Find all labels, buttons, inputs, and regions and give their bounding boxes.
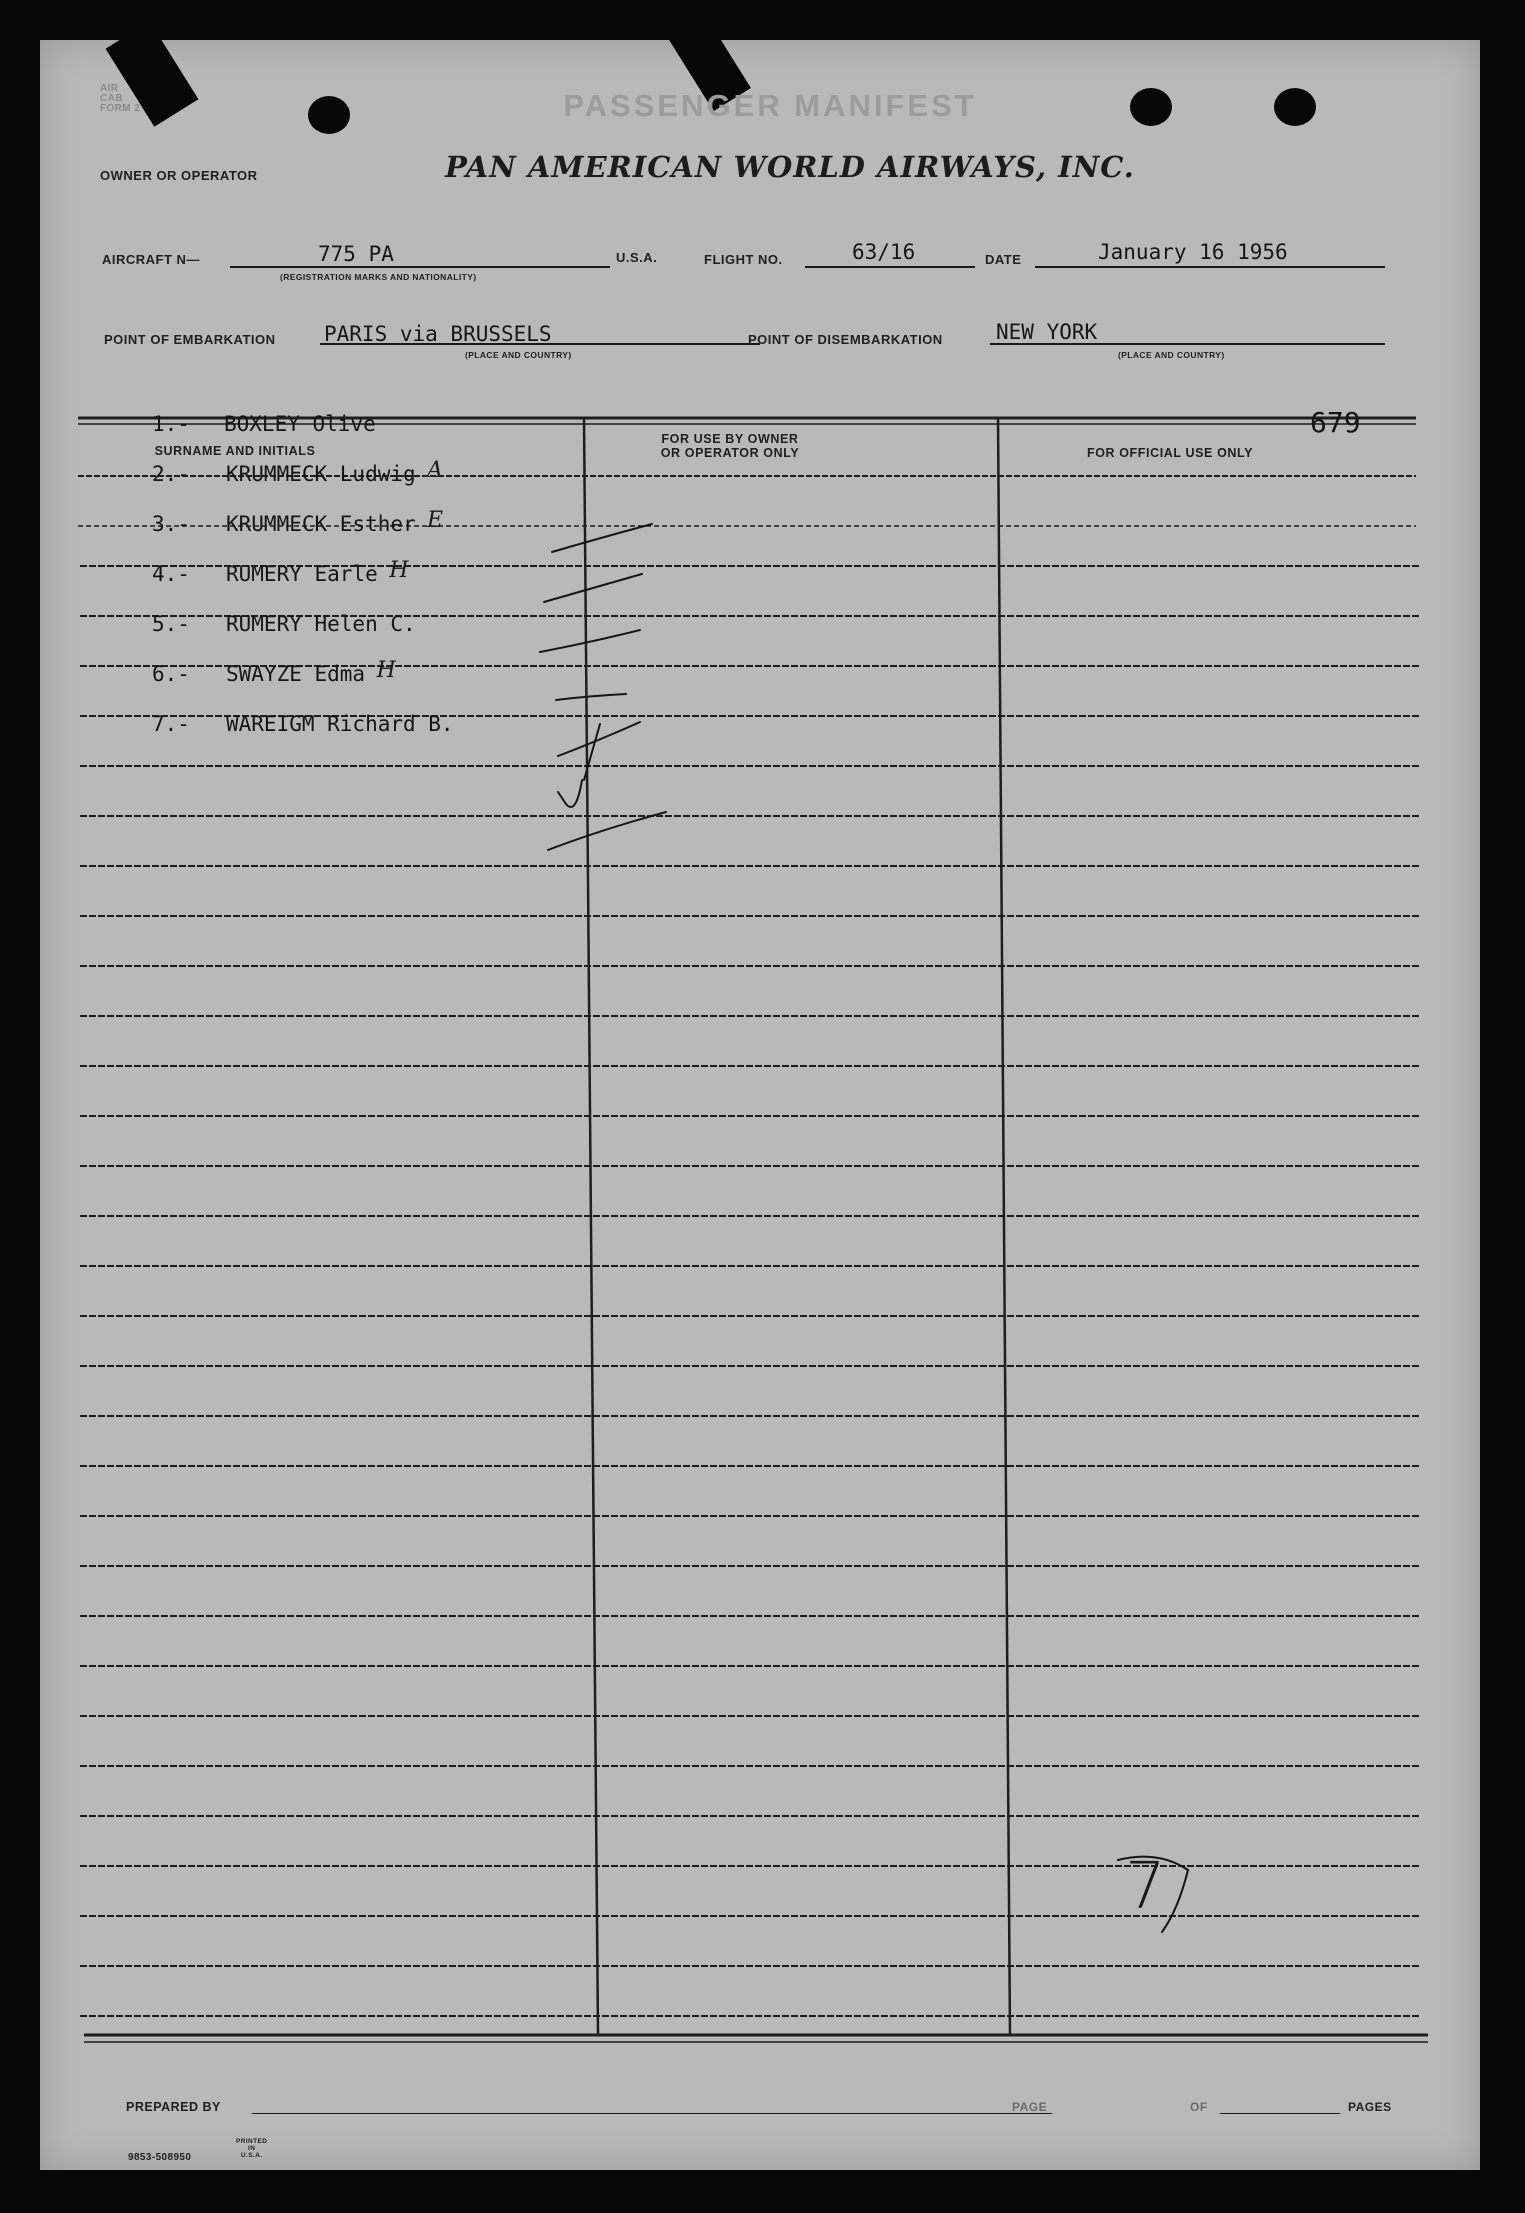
form-title: PASSENGER MANIFEST (563, 88, 977, 123)
official-number: 679 (1310, 406, 1361, 439)
check-mark (548, 812, 666, 850)
row-number: 4.- (152, 562, 190, 586)
initial-mark: A (427, 458, 443, 483)
passenger-name: KRUMMECK Esther (226, 512, 416, 536)
passenger-name: WAREIGM Richard B. (226, 712, 454, 736)
pages-label: PAGES (1348, 2100, 1392, 2114)
disembarkation-label: POINT OF DISEMBARKATION (748, 332, 943, 347)
embarkation-label: POINT OF EMBARKATION (104, 332, 276, 347)
form-code: 9853-508950 (128, 2152, 192, 2163)
total-mark: 7 (1125, 1850, 1166, 1924)
flight-label: FLIGHT NO. (704, 252, 783, 267)
table-row (40, 598, 1480, 648)
row-number: 1.- (152, 412, 190, 436)
passenger-name: SWAYZE Edma (226, 662, 366, 686)
owner-label: OWNER OR OPERATOR (100, 168, 258, 183)
row-number: 2.- (152, 462, 190, 486)
column-header-owner-use: FOR USE BY OWNER OR OPERATOR ONLY (660, 432, 800, 460)
table-row (40, 498, 1480, 548)
table-row (40, 548, 1480, 598)
disembarkation-value: NEW YORK (996, 320, 1098, 344)
aircraft-label: AIRCRAFT N— (102, 252, 200, 267)
prepared-by-label: PREPARED BY (126, 2100, 221, 2114)
disembarkation-caption: (PLACE AND COUNTRY) (1118, 350, 1225, 360)
initial-mark: E (427, 508, 444, 533)
page-label: PAGE (1012, 2100, 1048, 2114)
of-underline (1220, 2113, 1340, 2114)
embarkation-caption: (PLACE AND COUNTRY) (465, 350, 572, 360)
passenger-name: KRUMMECK Ludwig (226, 462, 416, 486)
date-value: January 16 1956 (1098, 240, 1288, 264)
row-number: 7.- (152, 712, 190, 736)
row-number: 5.- (152, 612, 190, 636)
printed-in-usa: PRINTED IN U.S.A. (236, 2138, 268, 2159)
date-label: DATE (985, 252, 1022, 267)
initial-mark: H (389, 558, 409, 583)
aircraft-value: 775 PA (318, 242, 394, 266)
column-header-surname: SURNAME AND INITIALS (154, 444, 316, 458)
operator-name: PAN AMERICAN WORLD AIRWAYS, INC. (445, 150, 1135, 184)
initial-mark: H (376, 658, 396, 683)
passenger-name: BOXLEY Olive (224, 412, 376, 436)
usa-label: U.S.A. (616, 250, 658, 265)
row-number: 6.- (152, 662, 190, 686)
table-grid (40, 40, 1480, 2170)
passenger-name: RUMERY Earle (226, 562, 378, 586)
table-row (40, 448, 1480, 498)
table-row (40, 398, 1480, 448)
column-header-official-use: FOR OFFICIAL USE ONLY (1086, 446, 1254, 460)
embarkation-value: PARIS via BRUSSELS (324, 322, 552, 346)
passenger-name: RUMERY Helen C. (226, 612, 416, 636)
prepared-by-underline (252, 2113, 1052, 2114)
row-number: 3.- (152, 512, 190, 536)
table-row (40, 648, 1480, 698)
form-number: AIR CAB FORM 2 (100, 83, 141, 114)
aircraft-caption: (REGISTRATION MARKS AND NATIONALITY) (280, 272, 477, 282)
of-label: OF (1190, 2100, 1208, 2114)
manifest-sheet (40, 40, 1480, 2170)
flight-value: 63/16 (852, 240, 916, 264)
table-row (40, 698, 1480, 748)
